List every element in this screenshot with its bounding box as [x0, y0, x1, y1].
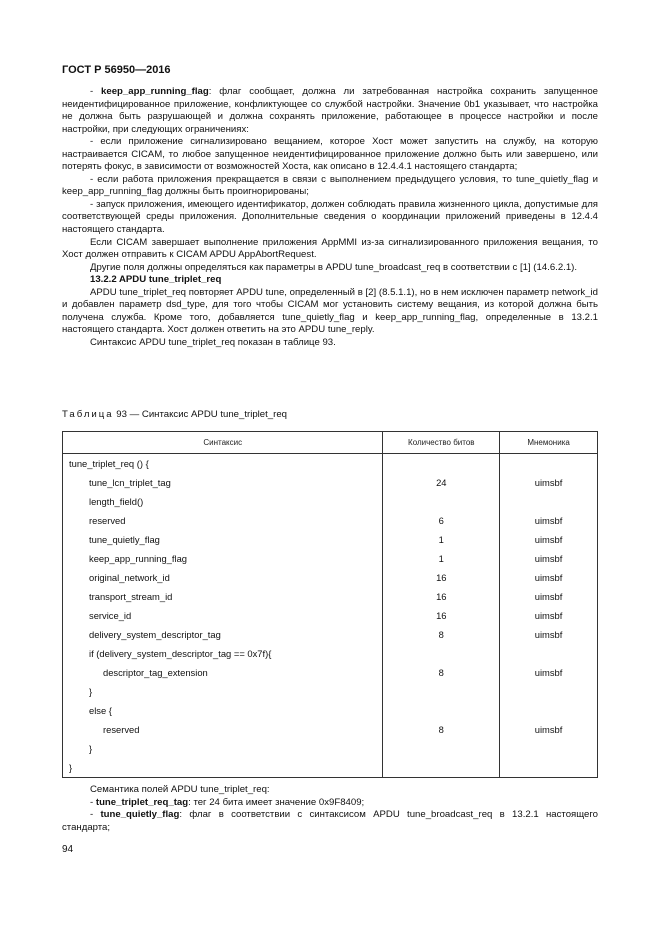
table-row	[63, 739, 598, 758]
caption-text: 93 — Синтаксис APDU tune_triplet_req	[113, 409, 288, 420]
table-row	[63, 454, 598, 474]
header-bits: Количество битов	[383, 432, 500, 454]
syntax-cell: tune_lcn_triplet_tag	[63, 473, 383, 492]
caption-word: Таблица	[62, 409, 114, 420]
field-description: : флаг сообщает, должна ли затребованная настройка сохранить запущенное неидентифицированное приложение, конфликтующее со службой настройки. Значение 0b1 указывает, что настройка не должна быть разрушающей и должна сохранять приложение, работающее в процессе настройки и после настройки, при следующих ограничениях:	[62, 86, 598, 135]
bits-cell	[383, 701, 500, 720]
table-row	[63, 701, 598, 720]
mnemonic-cell	[500, 682, 598, 701]
semantics-intro: Семантика полей APDU tune_triplet_req:	[90, 784, 270, 795]
field-description: : флаг в соответствии с синтаксисом APDU tune_broadcast_req в 13.2.1 настоящего стандарта;	[62, 809, 598, 833]
table-row	[63, 644, 598, 663]
table-row	[63, 682, 598, 701]
body-text	[62, 86, 598, 349]
table-row	[63, 511, 598, 530]
field-description: : тег 24 бита имеет значение 0x9F8409;	[188, 796, 365, 808]
mnemonic-cell	[500, 739, 598, 758]
table-row	[63, 549, 598, 568]
semantics-item-tag: - tune_triplet_req_tag: тег 24 бита имеет значение 0x9F8409;	[90, 796, 365, 808]
bits-cell	[383, 682, 500, 701]
bits-cell: 8	[383, 663, 500, 682]
paragraph-keep-app-running-flag: - keep_app_running_flag: флаг сообщает, должна ли затребованная настройка сохранить запущенное неидентифицированное приложение, конфликтующее со службой настройки. Значение 0b1 указывает, что настройка не должна быть разрушающей и должна сохранять приложение, работающее в процессе настройки и после настройки, при следующих ограничениях:	[62, 86, 598, 135]
mnemonic-cell: uimsbf	[500, 587, 598, 606]
syntax-cell: reserved	[63, 511, 383, 530]
syntax-cell: descriptor_tag_extension	[63, 663, 383, 682]
table-header-row	[63, 432, 598, 454]
bits-cell	[383, 644, 500, 663]
table-row	[63, 758, 598, 778]
header-mnemonic: Мнемоника	[500, 432, 598, 454]
table-row	[63, 530, 598, 549]
paragraph-other-fields: Другие поля должны определяться как параметры в APDU tune_broadcast_req в соответствии с [1] (14.6.2.1).	[90, 261, 578, 273]
mnemonic-cell: uimsbf	[500, 473, 598, 492]
syntax-cell: transport_stream_id	[63, 587, 383, 606]
table-caption	[62, 409, 287, 420]
syntax-cell: service_id	[63, 606, 383, 625]
mnemonic-cell: uimsbf	[500, 549, 598, 568]
table-row	[63, 492, 598, 511]
paragraph-appmmi: Если CICAM завершает выполнение приложения AppMMI из-за сигнализированного приложения вещания, то Хост должен отправить к CICAM APDU AppAbortRequest.	[62, 236, 598, 261]
table-row	[63, 587, 598, 606]
paragraph-syntax-ref: Синтаксис APDU tune_triplet_req показан в таблице 93.	[90, 336, 336, 348]
bits-cell	[383, 758, 500, 778]
mnemonic-cell	[500, 644, 598, 663]
table-row	[63, 625, 598, 644]
field-name: keep_app_running_flag	[101, 86, 209, 97]
section-heading: 13.2.2 APDU tune_triplet_req	[90, 274, 222, 286]
mnemonic-cell: uimsbf	[500, 568, 598, 587]
paragraph-condition-1: - если приложение сигнализировано вещанием, которое Хост может запустить на службу, на которую настраивается CICAM, то любое запущенное неидентифицированное приложение должно быть или завершено, или потерять фокус, в зависимости от возможностей Хоста, как описано в 12.4.4.1 настоящего стандарта;	[62, 136, 598, 173]
table-row	[63, 720, 598, 739]
bits-cell	[383, 492, 500, 511]
mnemonic-cell	[500, 492, 598, 511]
field-name: tune_quietly_flag	[100, 809, 180, 821]
syntax-cell: length_field()	[63, 492, 383, 511]
paragraph-condition-2: - если работа приложения прекращается в связи с выполнением предыдущего условия, то tune_quietly_flag и keep_app_running_flag должны быть проигнорированы;	[62, 173, 598, 198]
mnemonic-cell: uimsbf	[500, 606, 598, 625]
bits-cell: 6	[383, 511, 500, 530]
bits-cell: 8	[383, 720, 500, 739]
syntax-table	[62, 431, 598, 778]
table-row	[63, 568, 598, 587]
bits-cell	[383, 739, 500, 758]
syntax-cell: }	[63, 758, 383, 778]
mnemonic-cell	[500, 758, 598, 778]
page-header: ГОСТ Р 56950—2016	[62, 64, 171, 76]
syntax-cell: else {	[63, 701, 383, 720]
bits-cell: 16	[383, 606, 500, 625]
bits-cell: 8	[383, 625, 500, 644]
mnemonic-cell: uimsbf	[500, 511, 598, 530]
syntax-cell: }	[63, 682, 383, 701]
mnemonic-cell: uimsbf	[500, 720, 598, 739]
semantics-item-quietly: - tune_quietly_flag: флаг в соответствии с синтаксисом APDU tune_broadcast_req в 13.2.1 настоящего стандарта;	[62, 809, 598, 833]
bits-cell: 1	[383, 530, 500, 549]
syntax-cell: delivery_system_descriptor_tag	[63, 625, 383, 644]
bits-cell	[383, 454, 500, 474]
syntax-cell: keep_app_running_flag	[63, 549, 383, 568]
syntax-cell: original_network_id	[63, 568, 383, 587]
semantics-section	[62, 784, 598, 834]
table-row	[63, 663, 598, 682]
table-row	[63, 606, 598, 625]
bits-cell: 24	[383, 473, 500, 492]
mnemonic-cell: uimsbf	[500, 663, 598, 682]
mnemonic-cell: uimsbf	[500, 530, 598, 549]
bits-cell: 16	[383, 568, 500, 587]
mnemonic-cell: uimsbf	[500, 625, 598, 644]
syntax-cell: if (delivery_system_descriptor_tag == 0x7f){	[63, 644, 383, 663]
syntax-cell: tune_triplet_req () {	[63, 454, 383, 474]
page-number: 94	[62, 844, 74, 855]
syntax-cell: }	[63, 739, 383, 758]
mnemonic-cell	[500, 701, 598, 720]
field-name: tune_triplet_req_tag	[95, 796, 189, 808]
paragraph-condition-3: - запуск приложения, имеющего идентификатор, должен соблюдать правила жизненного цикла, допустимые для соответствующей среды приложения. Дополнительные сведения о координации приложений приведены в 12.4.4 настоящего стандарта.	[62, 198, 598, 236]
paragraph-tune-triplet-desc: APDU tune_triplet_req повторяет APDU tune, определенный в [2] (8.5.1.1), но в нем исключен параметр network_id и добавлен параметр dsd_type, для того чтобы CICAM мог установить систему вещания, из которой должна быть получена служба. Кроме того, добавляется tune_quietly_flag и keep_app_running_flag, определенные в 13.2.1 настоящего стандарта. Хост должен ответить на это APDU tune_reply.	[62, 286, 598, 336]
syntax-cell: reserved	[63, 720, 383, 739]
table-row	[63, 473, 598, 492]
bits-cell: 1	[383, 549, 500, 568]
bits-cell: 16	[383, 587, 500, 606]
header-syntax: Синтаксис	[63, 432, 383, 454]
mnemonic-cell	[500, 454, 598, 474]
syntax-cell: tune_quietly_flag	[63, 530, 383, 549]
